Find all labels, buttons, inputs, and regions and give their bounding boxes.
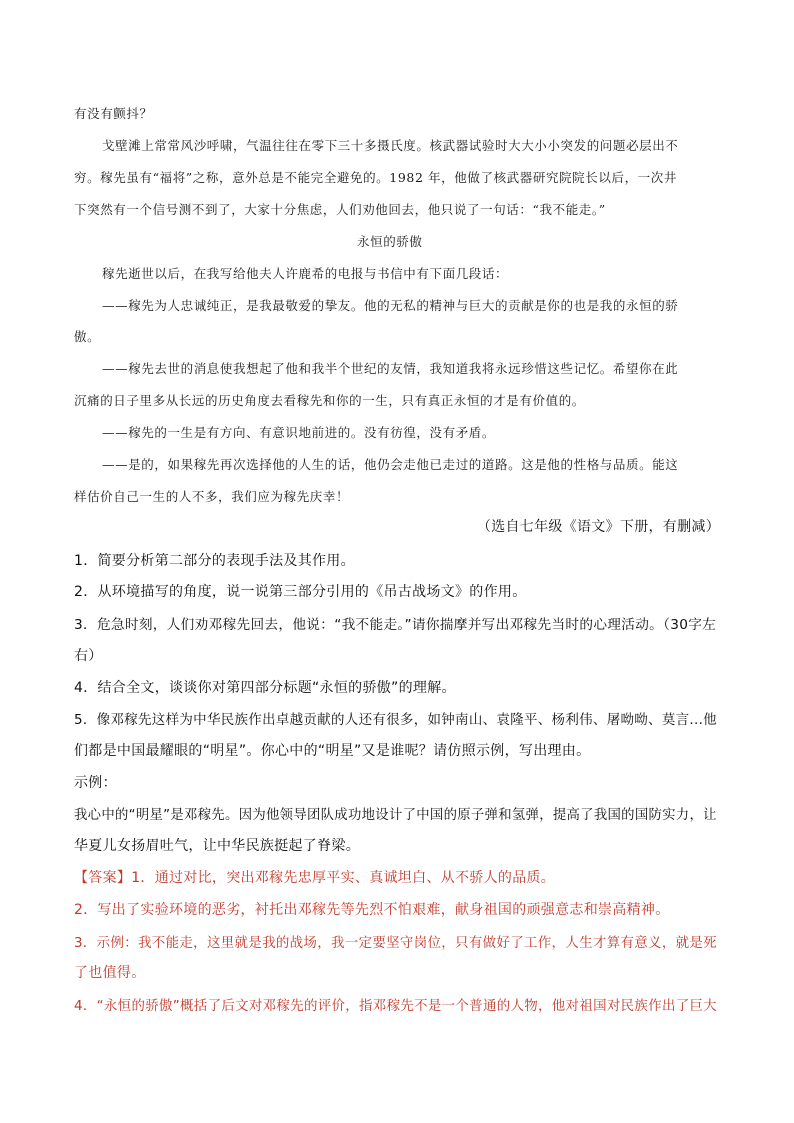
question-4: 4．结合全文，谈谈你对第四部分标题“永恒的骄傲”的理解。	[74, 680, 456, 696]
passage-line: ——稼先为人忠诚纯正，是我最敬爱的挚友。他的无私的精神与巨大的贡献是你的也是我的永恒的骄	[102, 298, 679, 313]
answer-3-cont: 了也值得。	[74, 965, 146, 981]
answer-2: 2．写出了实验环境的恶劣，衬托出邓稼先等先烈不怕艰难，献身祖国的顽强意志和崇高精神。	[74, 902, 670, 918]
question-1: 1．简要分析第二部分的表现手法及其作用。	[74, 553, 355, 569]
passage-line: 戈壁滩上常常风沙呼啸，气温往往在零下三十多摄氏度。核武器试验时大大小小突发的问题必层出不	[102, 138, 679, 153]
passage-line: 稼先逝世以后，在我写给他夫人许鹿希的电报与书信中有下面几段话：	[102, 266, 509, 281]
question-5-cont: 们都是中国最耀眼的“明星”。你心中的“明星”又是谁呢？请仿照示例，写出理由。	[74, 743, 591, 759]
answer-1-text: 1．通过对比，突出邓稼先忠厚平实、真诚坦白、从不骄人的品质。	[131, 870, 556, 886]
question-5: 5．像邓稼先这样为中华民族作出卓越贡献的人还有很多，如钟南山、袁隆平、杨利伟、屠呦呦、莫言...他	[74, 712, 717, 728]
passage-line: 穷。稼先虽有“福将”之称，意外总是不能完全避免的。1982 年，他做了核武器研究院院长以后，一次井	[74, 170, 677, 185]
example-text-cont: 华夏儿女扬眉吐气，让中华民族挺起了脊梁。	[74, 838, 360, 854]
answer-tag: 【答案】	[74, 870, 132, 886]
question-2: 2．从环境描写的角度，说一说第三部分引用的《吊古战场文》的作用。	[74, 584, 527, 600]
passage-line: ——是的，如果稼先再次选择他的人生的话，他仍会走他已走过的道路。这是他的性格与品质。能这	[102, 457, 679, 472]
answer-1	[74, 867, 555, 887]
answer-3: 3．示例：我不能走，这里就是我的战场，我一定要坚守岗位，只有做好了工作，人生才算有意义，就是死	[74, 935, 717, 951]
passage-line: ——稼先去世的消息使我想起了他和我半个世纪的友情，我知道我将永远珍惜这些记忆。希望你在此	[102, 361, 679, 376]
example-text: 我心中的“明星”是邓稼先。因为他领导团队成功地设计了中国的原子弹和氢弹，提高了我国的国防实力，让	[74, 808, 717, 823]
passage-line: 样估价自己一生的人不多，我们应为稼先庆幸！	[74, 489, 350, 504]
question-3-cont: 右）	[74, 648, 103, 664]
passage-line: 下突然有一个信号测不到了，大家十分焦虑，人们劝他回去，他只说了一句话：“我不能走。”	[74, 202, 606, 217]
answer-4: 4．“永恒的骄傲”概括了后文对邓稼先的评价，指邓稼先不是一个普通的人物，他对祖国对民族作出了巨大	[74, 998, 718, 1014]
source-citation: （选自七年级《语文》下册，有删减）	[476, 519, 720, 535]
example-label: 示例：	[74, 775, 117, 791]
question-3: 3．危急时刻，人们劝邓稼先回去，他说：“我不能走。”请你揣摩并写出邓稼先当时的心理活动。（30字左	[74, 617, 717, 633]
passage-line: ——稼先的一生是有方向、有意识地前进的。没有彷徨，没有矛盾。	[102, 425, 496, 440]
passage-line: 有没有颤抖？	[74, 106, 153, 121]
passage-line: 沉痛的日子里多从长远的历史角度去看稼先和你的一生，只有真正永恒的才是有价值的。	[74, 393, 585, 408]
section-title: 永恒的骄傲	[357, 234, 423, 249]
passage-line: 傲。	[74, 329, 101, 344]
